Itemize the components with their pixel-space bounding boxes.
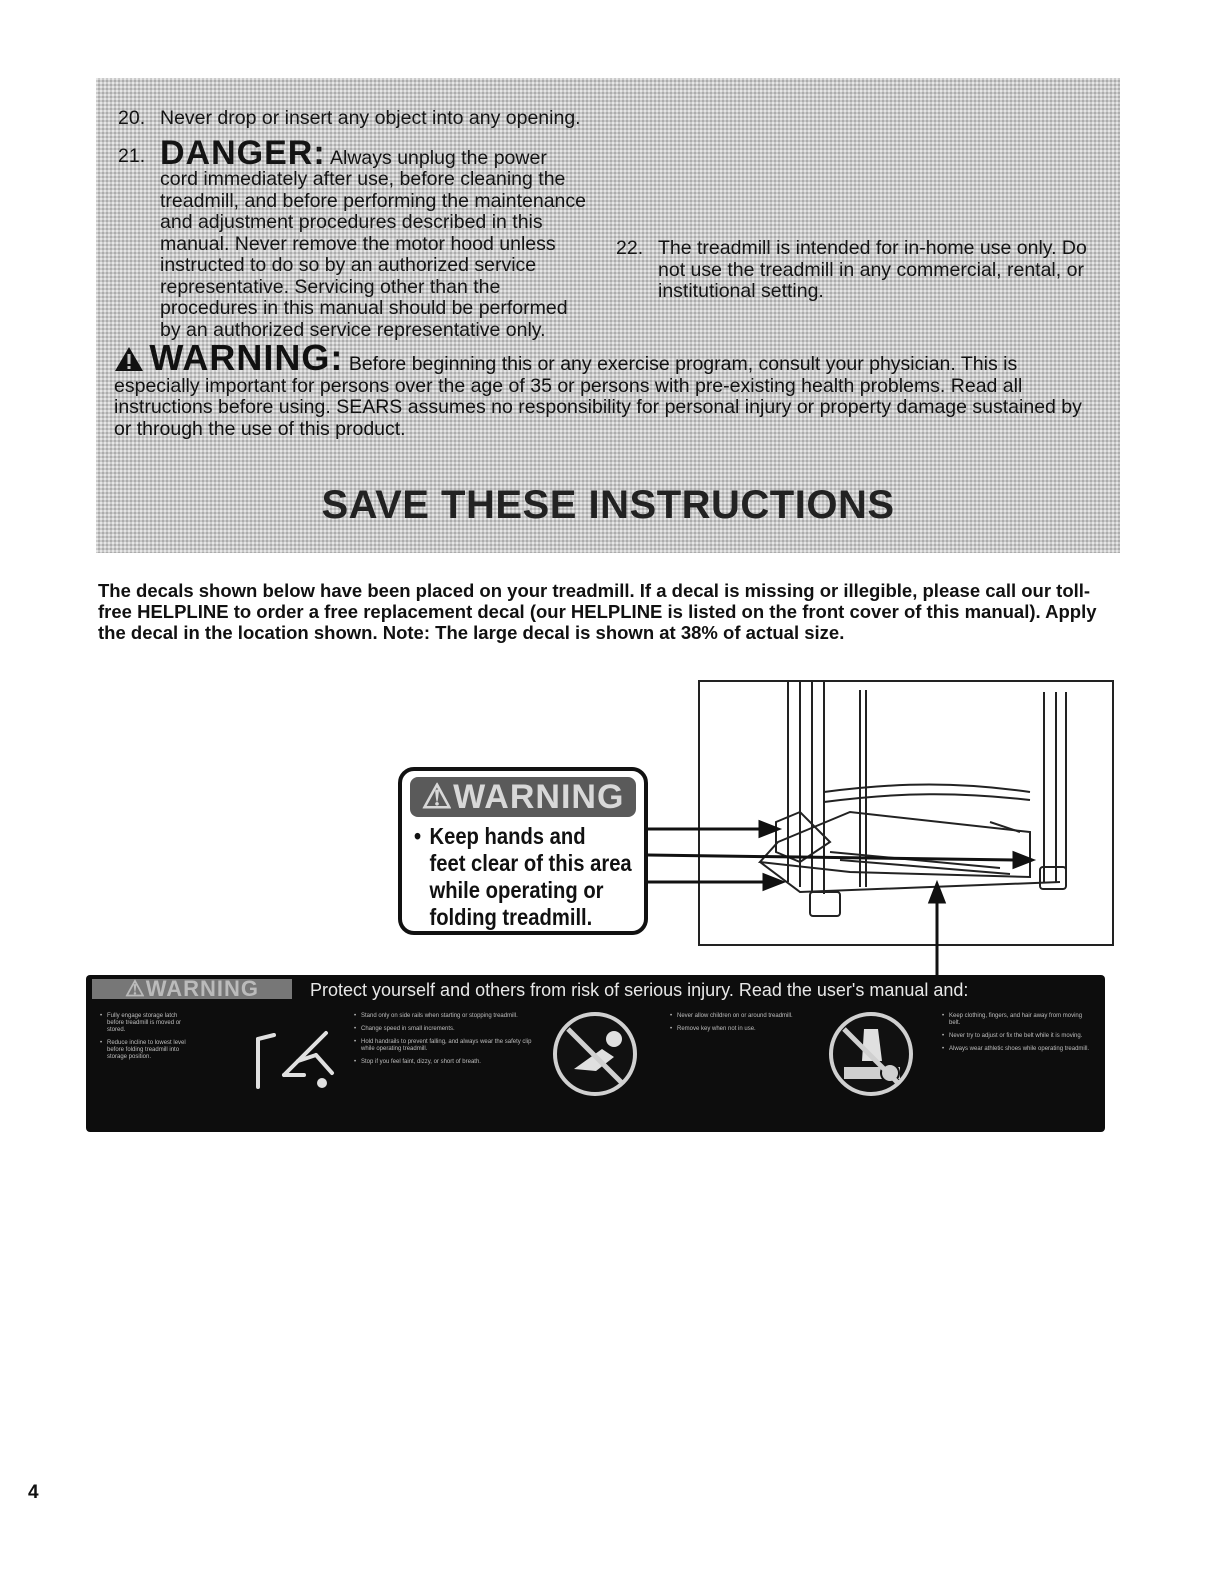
- decal-bullet: • Change speed in small increments.: [354, 1026, 539, 1033]
- warning-triangle-icon: ⚠: [124, 976, 146, 1001]
- danger-label: DANGER:: [160, 133, 326, 172]
- warning-triangle-icon: ⚠: [421, 778, 454, 816]
- instruction-item-21: [118, 133, 588, 342]
- small-decal-header-text: WARNING: [453, 778, 625, 816]
- treadmill-illustration: [700, 682, 1112, 944]
- warning-label: WARNING:: [149, 337, 344, 378]
- warning-text: Before beginning this or any exercise program, consult your physician. This is especially important for persons over the age of 35 or persons with pre-existing health problems. Read all instructions before using. SEARS assumes no responsibility for personal injury or property damage sustained by or through the use of this product.: [114, 353, 1082, 440]
- decal-bullet: • Fully engage storage latch before treadmill is moved or stored.: [100, 1013, 190, 1034]
- decal-line-4: folding treadmill.: [429, 904, 593, 930]
- decal-column-3: [670, 1013, 810, 1039]
- large-decal-title: Protect yourself and others from risk of serious injury. Read the user's manual and:: [310, 980, 969, 1000]
- decal-bullet: • Remove key when not in use.: [670, 1026, 810, 1033]
- decal-bullet: • Keep clothing, fingers, and hair away from moving belt.: [942, 1013, 1092, 1027]
- item-text: The treadmill is intended for in-home use only. Do not use the treadmill in any commercial, rental, or institutional setting.: [658, 237, 1087, 302]
- instruction-item-20: [118, 108, 588, 130]
- left-column: [118, 108, 588, 349]
- no-hands-belt-icon: [828, 1011, 914, 1097]
- decal-column-2: [354, 1013, 539, 1072]
- warning-triangle-icon: [114, 346, 144, 372]
- decal-line-2: feet clear of this area: [429, 850, 632, 876]
- decal-bullet: • Stop if you feel faint, dizzy, or short of breath.: [354, 1059, 539, 1066]
- large-warning-decal: [86, 975, 1105, 1132]
- instruction-item-22: [616, 238, 1106, 303]
- item-text: Never drop or insert any object into any opening.: [160, 107, 581, 129]
- decal-column-1: [100, 1013, 190, 1067]
- right-column: [616, 108, 1106, 311]
- decal-bullet: • Hold handrails to prevent falling, and always wear the safety clip while operating treadmill.: [354, 1039, 539, 1053]
- folding-treadmill-icon: [254, 1025, 338, 1091]
- decal-column-4: [942, 1013, 1092, 1059]
- small-decal-header: [410, 777, 636, 817]
- decal-line-3: while operating or: [429, 877, 604, 903]
- no-children-icon: [552, 1011, 638, 1097]
- small-warning-decal: [398, 767, 648, 935]
- item-number: 22.: [616, 237, 644, 259]
- decal-intro-text: The decals shown below have been placed on your treadmill. If a decal is missing or illegible, please call our toll-free HELPLINE to order a free replacement decal (our HELPLINE is listed on the front cover of this manual). Apply the decal in the location shown. Note: The large decal is shown at 38% of actual size.: [98, 580, 1097, 643]
- decal-bullet: • Always wear athletic shoes while operating treadmill.: [942, 1046, 1092, 1053]
- column-spacer: [616, 108, 1106, 238]
- decal-bullet: • Reduce incline to lowest level before folding treadmill into storage position.: [100, 1040, 190, 1061]
- safety-instructions-panel: [96, 78, 1120, 553]
- decal-line-1: Keep hands and: [429, 823, 586, 849]
- item-number: 20.: [118, 107, 146, 129]
- warning-paragraph: [114, 337, 1104, 440]
- decal-bullet: • Never allow children on or around treadmill.: [670, 1013, 810, 1020]
- treadmill-diagram: [698, 680, 1114, 946]
- page-number: 4: [28, 1482, 39, 1503]
- bullet-icon: •: [414, 823, 422, 849]
- small-decal-text: [414, 823, 632, 931]
- save-instructions-heading: SAVE THESE INSTRUCTIONS: [321, 483, 895, 527]
- large-decal-header: [92, 976, 292, 1001]
- decal-bullet: • Stand only on side rails when starting or stopping treadmill.: [354, 1013, 539, 1020]
- item-number: 21.: [118, 144, 146, 167]
- item-text: Always unplug the power cord immediately after use, before cleaning the treadmill, and before performing the maintenance and adjustment procedures described in this manual. Never remove the motor hood unless instructed to do so by an authorized service representative. Servicing other than the procedures in this manual should be performed by an authorized service representative only.: [160, 146, 586, 341]
- decal-bullet: • Never try to adjust or fix the belt while it is moving.: [942, 1033, 1092, 1040]
- large-decal-header-text: WARNING: [145, 976, 260, 1001]
